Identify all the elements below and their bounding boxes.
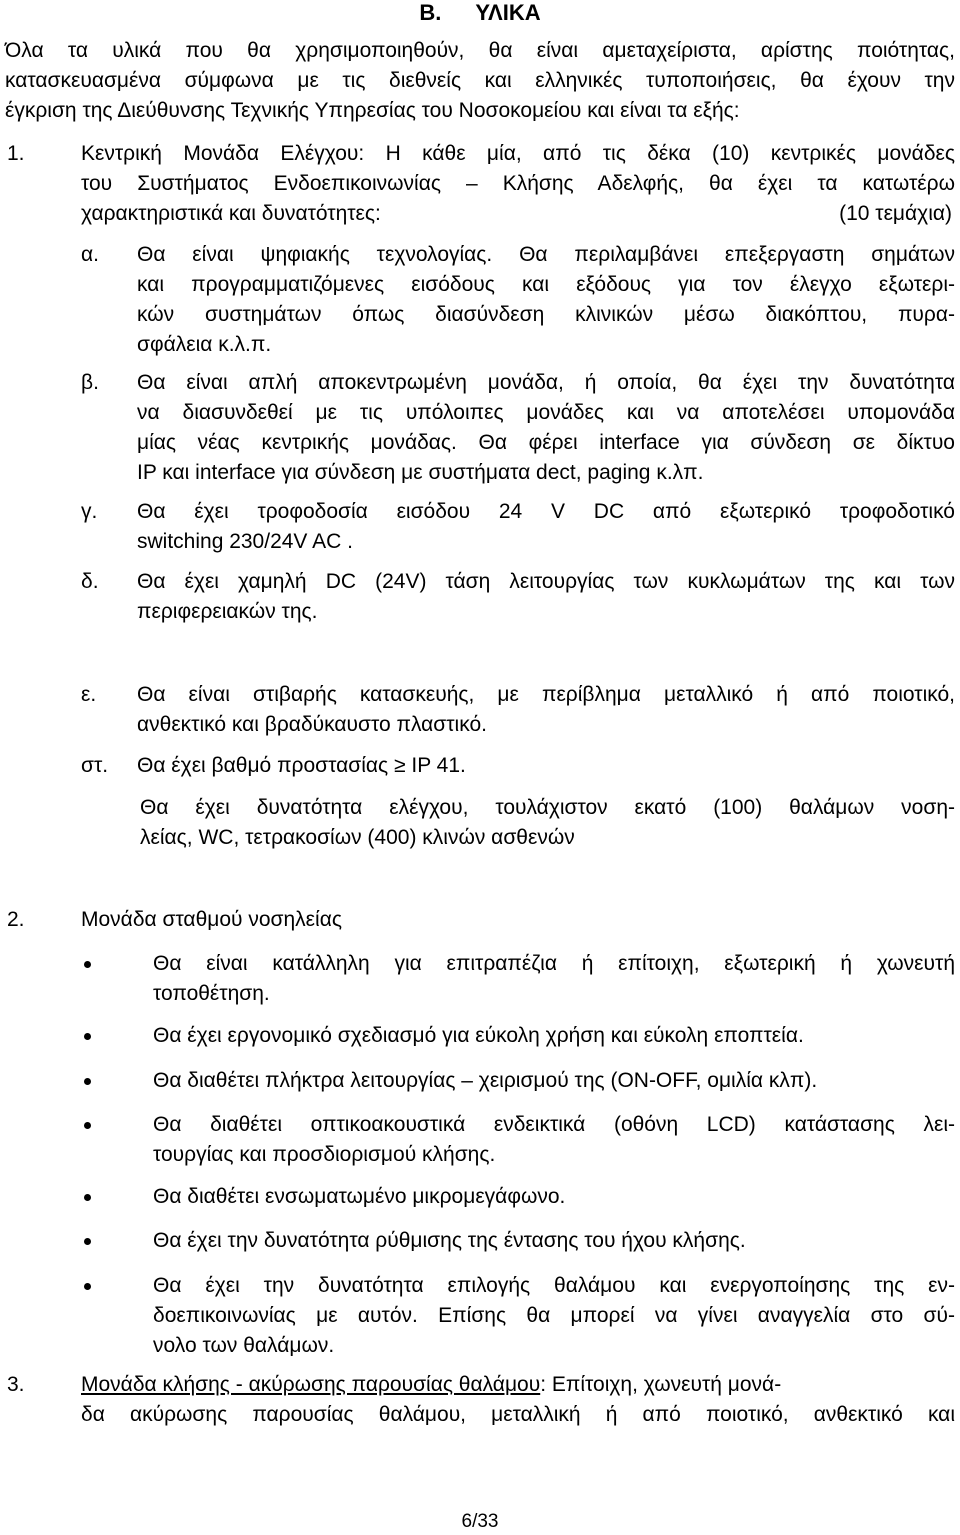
bullet-dot — [84, 1238, 91, 1245]
subitem-line: σφάλεια κ.λ.π. — [137, 333, 272, 356]
bullet-line: τοποθέτηση. — [153, 982, 270, 1005]
bullet-line: Θα είναι κατάλληλη για επιτραπέζια ή επίτοιχη, εξωτερική ή χωνευτή — [153, 952, 955, 975]
item2-title: Μονάδα σταθμού νοσηλείας — [81, 908, 342, 931]
subitem-line: και προγραμματιζόμενες εισόδους και εξόδους για τον έλεγχο εξωτερι- — [137, 273, 955, 296]
capacity-line: Θα έχει δυνατότητα ελέγχου, τουλάχιστον εκατό (100) θαλάμων νοση- — [140, 796, 955, 819]
item1-line: Κεντρική Μονάδα Ελέγχου: Η κάθε μία, από τις δέκα (10) κεντρικές μονάδες — [81, 142, 955, 165]
subitem-line: να διασυνδεθεί με τις υπόλοιπες μονάδες και να αποτελέσει υπομονάδα — [137, 401, 955, 424]
bullet-dot — [84, 1122, 91, 1129]
bullet-line: Θα διαθέτει πλήκτρα λειτουργίας – χειρισμού της (ON-OFF, ομιλία κλπ). — [153, 1069, 818, 1092]
bullet-dot — [84, 1194, 91, 1201]
subitem-line: Θα είναι απλή αποκεντρωμένη μονάδα, ή οποία, θα έχει την δυνατότητα — [137, 371, 955, 394]
section-heading — [0, 0, 960, 28]
subitem-line: Θα έχει χαμηλή DC (24V) τάση λειτουργίας των κυκλωμάτων της και των — [137, 570, 955, 593]
item3-heading — [81, 1370, 781, 1400]
bullet-line: δοεπικοινωνίας με αυτόν. Επίσης θα μπορεί να γίνει αναγγελία στο σύ- — [153, 1304, 955, 1327]
subitem-line: switching 230/24V AC . — [137, 530, 353, 553]
bullet-line: Θα διαθέτει ενσωματωμένο μικρομεγάφωνο. — [153, 1185, 566, 1208]
section-letter: Β. — [419, 0, 442, 25]
item3-line: δα ακύρωσης παρουσίας θαλάμου, μεταλλική ή από ποιοτικό, ανθεκτικό και — [81, 1403, 955, 1426]
bullet-line: Θα έχει εργονομικό σχεδιασμό για εύκολη χρήση και εύκολη εποπτεία. — [153, 1024, 804, 1047]
section-title: ΥΛΙΚΑ — [475, 0, 541, 25]
subitem-marker: δ. — [81, 570, 99, 593]
bullet-dot — [84, 1033, 91, 1040]
bullet-line: Θα έχει την δυνατότητα ρύθμισης της έντασης του ήχου κλήσης. — [153, 1229, 746, 1252]
intro-line: κατασκευασμένα σύμφωνα με τις διεθνείς και ελληνικές τυποποιήσεις, θα έχουν την — [5, 69, 955, 92]
subitem-marker: στ. — [81, 754, 109, 777]
item2-number: 2. — [7, 908, 25, 931]
item1-line: του Συστήματος Ενδοεπικοινωνίας – Κλήσης Αδελφής, θα έχει τα κατωτέρω — [81, 172, 955, 195]
subitem-marker: α. — [81, 243, 99, 266]
capacity-line: λείας, WC, τετρακοσίων (400) κλινών ασθενών — [140, 826, 575, 849]
item3-number: 3. — [7, 1373, 25, 1396]
intro-line: Όλα τα υλικά που θα χρησιμοποιηθούν, θα είναι αμεταχείριστα, αρίστης ποιότητας, — [5, 39, 955, 62]
subitem-line: ανθεκτικό και βραδύκαυστο πλαστικό. — [137, 713, 487, 736]
intro-line: έγκριση της Διεύθυνσης Τεχνικής Υπηρεσίας του Νοσοκομείου και είναι τα εξής: — [5, 99, 740, 122]
bullet-dot — [84, 961, 91, 968]
subitem-marker: ε. — [81, 683, 97, 706]
subitem-marker: γ. — [81, 500, 98, 523]
subitem-line: Θα έχει βαθμό προστασίας ≥ IP 41. — [137, 754, 466, 777]
page-number: 6/33 — [461, 1511, 499, 1532]
bullet-line: Θα διαθέτει οπτικοακουστικά ενδεικτικά (οθόνη LCD) κατάστασης λει- — [153, 1113, 955, 1136]
bullet-dot — [84, 1283, 91, 1290]
subitem-line: περιφερειακών της. — [137, 600, 318, 623]
item3-title: Μονάδα κλήσης - ακύρωσης παρουσίας θαλάμου — [81, 1373, 541, 1396]
subitem-marker: β. — [81, 371, 99, 394]
subitem-line: IP και interface για σύνδεση με συστήματα dect, paging κ.λπ. — [137, 461, 704, 484]
item1-quantity: (10 τεμάχια) — [839, 202, 952, 225]
subitem-line: Θα είναι στιβαρής κατασκευής, με περίβλημα μεταλλικό ή από ποιοτικό, — [137, 683, 955, 706]
bullet-line: τουργίας και προσδιορισμού κλήσης. — [153, 1143, 496, 1166]
subitem-line: κών συστημάτων όπως διασύνδεση κλινικών μέσω διακόπτου, πυρα- — [137, 303, 955, 326]
item1-number: 1. — [7, 142, 25, 165]
subitem-line: Θα είναι ψηφιακής τεχνολογίας. Θα περιλαμβάνει επεξεργαστη σημάτων — [137, 243, 955, 266]
subitem-line: μίας νέας κεντρικής μονάδας. Θα φέρει interface για σύνδεση σε δίκτυο — [137, 431, 955, 454]
bullet-dot — [84, 1078, 91, 1085]
subitem-line: Θα έχει τροφοδοσία εισόδου 24 V DC από εξωτερικό τροφοδοτικό — [137, 500, 955, 523]
bullet-line: Θα έχει την δυνατότητα επιλογής θαλάμου και ενεργοποίησης της εν- — [153, 1274, 955, 1297]
bullet-line: νολο των θαλάμων. — [153, 1334, 335, 1357]
item1-line: χαρακτηριστικά και δυνατότητες: — [81, 202, 381, 225]
item3-title-suffix: : Επίτοιχη, χωνευτή μονά- — [540, 1373, 782, 1396]
